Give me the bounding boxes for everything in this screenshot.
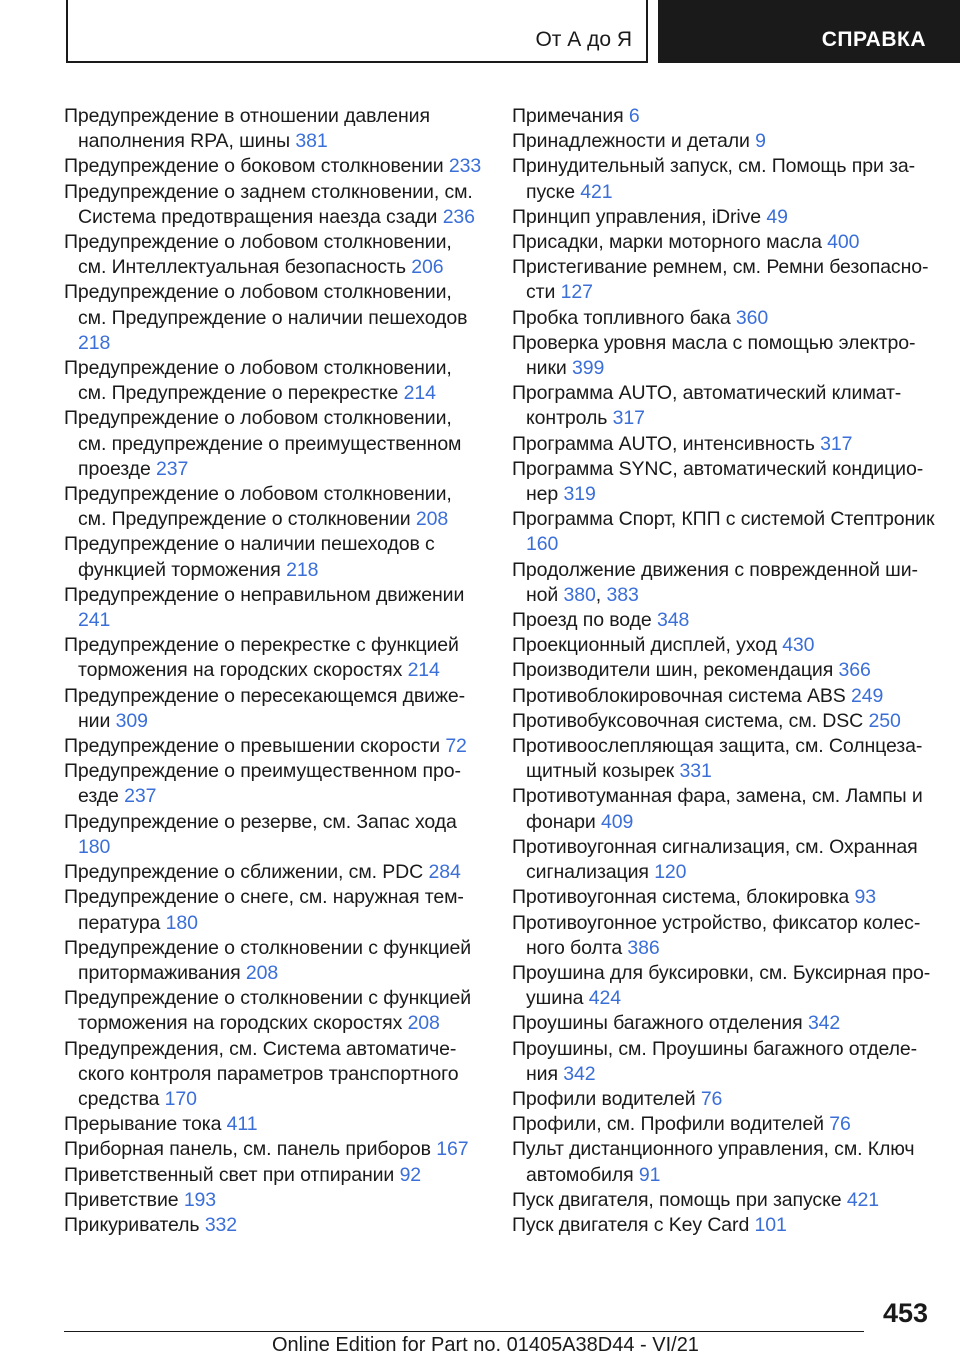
page-link[interactable]: 76 <box>829 1113 851 1136</box>
page-link[interactable]: 342 <box>807 1012 841 1035</box>
index-entry-text: Присадки, марки моторного масла <box>512 231 822 254</box>
index-entry-text: Предупреждение о лобовом столкновении, см. предупреждение о преимущественном проезде <box>64 407 462 480</box>
index-entry-text: Противоблокировочная система ABS <box>512 684 846 707</box>
index-entry-text: Противотуманная фара, замена, см. Лампы и фонари <box>512 785 923 833</box>
index-entry <box>512 1137 942 1187</box>
page-link[interactable]: 76 <box>700 1087 723 1110</box>
index-entry <box>64 356 484 406</box>
index-entry-text: Противоослепляющая защита, см. Солнцезащитный козырек <box>512 735 923 783</box>
index-entry-text: Приборная панель, см. панель приборов <box>64 1138 431 1161</box>
index-entry-text: Принудительный запуск, см. Помощь при запуске <box>512 155 916 203</box>
index-entry-text: Предупреждение о перекрестке с функцией торможения на городских скоростях <box>64 634 459 682</box>
page-link[interactable]: 236 <box>442 205 475 228</box>
page-link[interactable]: 208 <box>415 508 449 531</box>
index-entry-text: Принцип управления, iDrive <box>512 205 761 228</box>
index-entry-text: Прерывание тока <box>64 1113 222 1136</box>
index-entry-text: Предупреждение о снеге, см. наружная температура <box>64 886 464 934</box>
index-entry <box>64 280 484 356</box>
page-link[interactable]: 6 <box>628 105 640 127</box>
index-entry-text: Программа AUTO, автоматический климат-контроль <box>512 382 902 430</box>
page-number: 453 <box>882 1298 928 1328</box>
page-link[interactable]: 237 <box>156 457 189 480</box>
page-link[interactable]: 160 <box>526 533 559 556</box>
index-entry-text: Программа Спорт, КПП с системой Стептроник <box>512 508 935 531</box>
page-link[interactable]: 218 <box>78 331 111 354</box>
page-link[interactable]: 101 <box>754 1213 787 1236</box>
index-entry <box>64 810 484 860</box>
index-entry-text: Предупреждение о столкновении с функцией торможения на городских скоростях <box>64 987 472 1035</box>
index-entry <box>512 1011 942 1036</box>
index-entry-text: Проверка уровня масла с помощью электроники <box>512 331 916 380</box>
page-link[interactable]: 342 <box>563 1062 596 1085</box>
page-link[interactable]: 284 <box>428 861 461 884</box>
index-entry <box>512 129 942 154</box>
index-entry <box>512 558 942 608</box>
index-entry-text: Принадлежности и детали <box>512 130 750 153</box>
index-entry-text: Пробка топливного бака <box>512 306 731 329</box>
page-link[interactable]: 208 <box>407 1012 440 1035</box>
index-entry-text: Предупреждение о пересекающемся движении <box>64 684 466 732</box>
page-link[interactable]: 206 <box>411 256 444 279</box>
index-entry <box>64 885 484 935</box>
page-link[interactable]: 237 <box>124 785 157 808</box>
index-entry <box>512 684 942 709</box>
page-link[interactable]: 380 <box>563 583 596 606</box>
index-entry-text: Предупреждение о резерве, см. Запас хода <box>64 810 457 833</box>
page-link[interactable]: 214 <box>407 659 440 682</box>
index-entry <box>64 180 484 230</box>
index-entry <box>64 1137 484 1162</box>
index-entry-text: Предупреждение о столкновении с функцией притормаживания <box>64 936 472 984</box>
page-link[interactable]: 348 <box>656 609 690 632</box>
page-link[interactable]: 93 <box>854 886 876 909</box>
index-entry <box>512 911 942 961</box>
page-link[interactable]: 421 <box>580 180 613 203</box>
page-link[interactable]: 180 <box>165 911 198 934</box>
page-link[interactable]: 167 <box>436 1138 469 1161</box>
index-entry <box>512 835 942 885</box>
index-entry-text: Предупреждение о боковом столкновении <box>64 155 444 178</box>
page-link[interactable]: 120 <box>654 861 687 884</box>
chapter-tab-label: СПРАВКА <box>821 28 926 51</box>
page-link[interactable]: 411 <box>226 1113 258 1136</box>
index-entry <box>64 532 484 582</box>
page-link[interactable]: 366 <box>838 659 871 682</box>
index-entry <box>64 1037 484 1113</box>
index-entry <box>64 230 484 280</box>
index-entry <box>512 608 942 633</box>
index-column-left <box>64 104 484 1238</box>
page-link[interactable]: 400 <box>827 231 860 254</box>
index-entry <box>512 306 942 331</box>
page-link[interactable]: 317 <box>612 407 645 430</box>
page-link[interactable]: 241 <box>78 609 111 632</box>
page-link[interactable]: 208 <box>245 961 279 984</box>
index-entry-text: Приветствие <box>64 1188 179 1211</box>
index-entry <box>512 104 942 129</box>
index-entry <box>64 1213 484 1238</box>
index-entry-text: Профили, см. Профили водителей <box>512 1113 824 1136</box>
index-entry-text: Проушины, см. Проушины багажного отделения <box>512 1037 918 1085</box>
index-entry-text: Пульт дистанционного управления, см. Ключ автомобиля <box>512 1138 915 1186</box>
index-entry <box>512 1112 942 1137</box>
page-link[interactable]: 218 <box>286 558 319 581</box>
index-entry-text: Противобуксовочная система, см. DSC <box>512 709 864 732</box>
index-entry-text: Пристегивание ремнем, см. Ремни безопасности <box>512 256 929 304</box>
index-entry-text: Предупреждение о превышении скорости <box>64 735 440 758</box>
index-entry <box>64 1188 484 1213</box>
page-link[interactable]: 386 <box>627 936 660 959</box>
index-entry <box>512 205 942 230</box>
page-link[interactable]: 424 <box>588 987 621 1010</box>
index-entry-text: Противоугонная сигнализация, см. Охранная сигнализация <box>512 835 918 884</box>
index-entry <box>64 986 484 1036</box>
index-entry-text: Предупреждения, см. Система автоматического контроля параметров транспортного средства <box>64 1037 459 1110</box>
page-link[interactable]: 249 <box>851 684 884 707</box>
index-entry-text: Противоугонная система, блокировка <box>512 886 850 909</box>
index-entry-text: Примечания <box>512 105 624 127</box>
index-entry <box>512 1213 942 1238</box>
index-entry <box>512 154 942 204</box>
index-entry-text: Предупреждение о лобовом столкновении, см. Предупреждение о наличии пешеходов <box>64 281 468 329</box>
page-link[interactable]: 319 <box>563 483 596 506</box>
section-tab-label: От А до Я <box>535 28 632 51</box>
index-entry <box>64 154 484 179</box>
index-entry <box>512 961 942 1011</box>
page-separator: , <box>595 583 602 606</box>
index-column-right <box>512 104 942 1238</box>
index-entry-text: Предупреждение о лобовом столкновении, см. Предупреждение о перекрестке <box>64 357 452 405</box>
index-entry-text: Пуск двигателя с Key Card <box>512 1213 750 1236</box>
index-entry <box>512 381 942 431</box>
index-entry-text: Приветственный свет при отпирании <box>64 1163 395 1186</box>
footer-edition-text: Online Edition for Part no. 01405A38D44 - VI/21 <box>272 1334 699 1356</box>
page-link[interactable]: 233 <box>448 155 482 178</box>
index-entry-text: Пуск двигателя, помощь при запуске <box>512 1188 842 1211</box>
index-entry-text: Предупреждение о сближении, см. PDC <box>64 861 424 884</box>
index-entry <box>512 457 942 507</box>
page-link[interactable]: 331 <box>679 760 712 783</box>
page-link[interactable]: 309 <box>115 709 148 732</box>
index-entry-text: Проезд по воде <box>512 609 652 632</box>
section-tab <box>66 0 648 63</box>
page-link[interactable]: 214 <box>403 382 436 405</box>
index-entry <box>512 432 942 457</box>
index-entry <box>512 633 942 658</box>
page-link[interactable]: 91 <box>638 1163 661 1186</box>
index-entry-text: Предупреждение о неправильном движении <box>64 583 465 606</box>
index-entry <box>512 658 942 683</box>
index-entry-text: Предупреждение о заднем столкновении, см. Система предотвращения наезда сзади <box>64 180 473 228</box>
index-entry <box>64 583 484 633</box>
page-link[interactable]: 92 <box>399 1163 422 1186</box>
page-link[interactable]: 383 <box>606 583 639 606</box>
index-entry <box>64 759 484 809</box>
page-link[interactable]: 49 <box>766 205 788 228</box>
index-entry-text: Предупреждение о преимущественном проезде <box>64 760 461 808</box>
index-entry <box>64 860 484 885</box>
index-entry-text: Проекционный дисплей, уход <box>512 634 777 657</box>
index-entry <box>512 331 942 381</box>
page-link[interactable]: 360 <box>735 306 769 329</box>
index-entry <box>512 255 942 305</box>
index-entry-text: Предупреждение о лобовом столкновении, см. Предупреждение о столкновении <box>64 483 452 531</box>
index-entry <box>64 406 484 482</box>
index-entry-text: Профили водителей <box>512 1087 696 1110</box>
index-entry <box>512 734 942 784</box>
index-entry <box>64 1163 484 1188</box>
page-link[interactable]: 399 <box>572 357 605 380</box>
index-entry <box>512 1188 942 1213</box>
index-entry-text: Проушина для буксировки, см. Буксирная проушина <box>512 961 931 1010</box>
page-link[interactable]: 332 <box>204 1213 238 1236</box>
index-entry <box>512 709 942 734</box>
index-entry <box>64 734 484 759</box>
index-entry <box>64 684 484 734</box>
index-entry-text: Предупреждение в отношении давления наполнения RPA, шины <box>64 105 430 153</box>
chapter-tab <box>658 0 960 63</box>
index-entry-text: Предупреждение о лобовом столкновении, см. Интеллектуальная безопасность <box>64 231 452 279</box>
page-link[interactable]: 421 <box>846 1188 880 1211</box>
page-link[interactable]: 127 <box>560 281 593 304</box>
page-link[interactable]: 430 <box>782 634 815 657</box>
index-entry <box>64 633 484 683</box>
footer-divider <box>64 1331 864 1332</box>
index-entry-text: Программа AUTO, интенсивность <box>512 432 815 455</box>
index-entry <box>512 1087 942 1112</box>
index-entry-text: Противоугонное устройство, фиксатор колесного болта <box>512 911 921 959</box>
index-entry <box>64 104 484 154</box>
page-link[interactable]: 180 <box>78 835 111 858</box>
index-entry <box>512 784 942 834</box>
page-link[interactable]: 72 <box>445 735 467 758</box>
index-entry-text: Прикуриватель <box>64 1213 200 1236</box>
index-entry <box>512 507 942 557</box>
index-entry <box>64 1112 484 1137</box>
index-entry <box>64 482 484 532</box>
index-entry-text: Проушины багажного отделения <box>512 1012 803 1035</box>
page-link[interactable]: 381 <box>295 130 328 153</box>
page-link[interactable]: 409 <box>600 810 634 833</box>
page-link[interactable]: 317 <box>820 432 853 455</box>
index-entry <box>512 1037 942 1087</box>
index-entry-text: Продолжение движения с поврежденной шиной <box>512 558 919 606</box>
page-link[interactable]: 9 <box>755 130 766 153</box>
page-link[interactable]: 193 <box>183 1188 217 1211</box>
index-entry-text: Производители шин, рекомендация <box>512 659 834 682</box>
page-link[interactable]: 170 <box>164 1087 197 1110</box>
index-entry-text: Программа SYNC, автоматический кондиционер <box>512 457 924 506</box>
index-entry <box>512 885 942 910</box>
index-entry <box>512 230 942 255</box>
page-link[interactable]: 250 <box>868 709 901 732</box>
index-entry-text: Предупреждение о наличии пешеходов с функцией торможения <box>64 533 435 581</box>
index-entry <box>64 936 484 986</box>
